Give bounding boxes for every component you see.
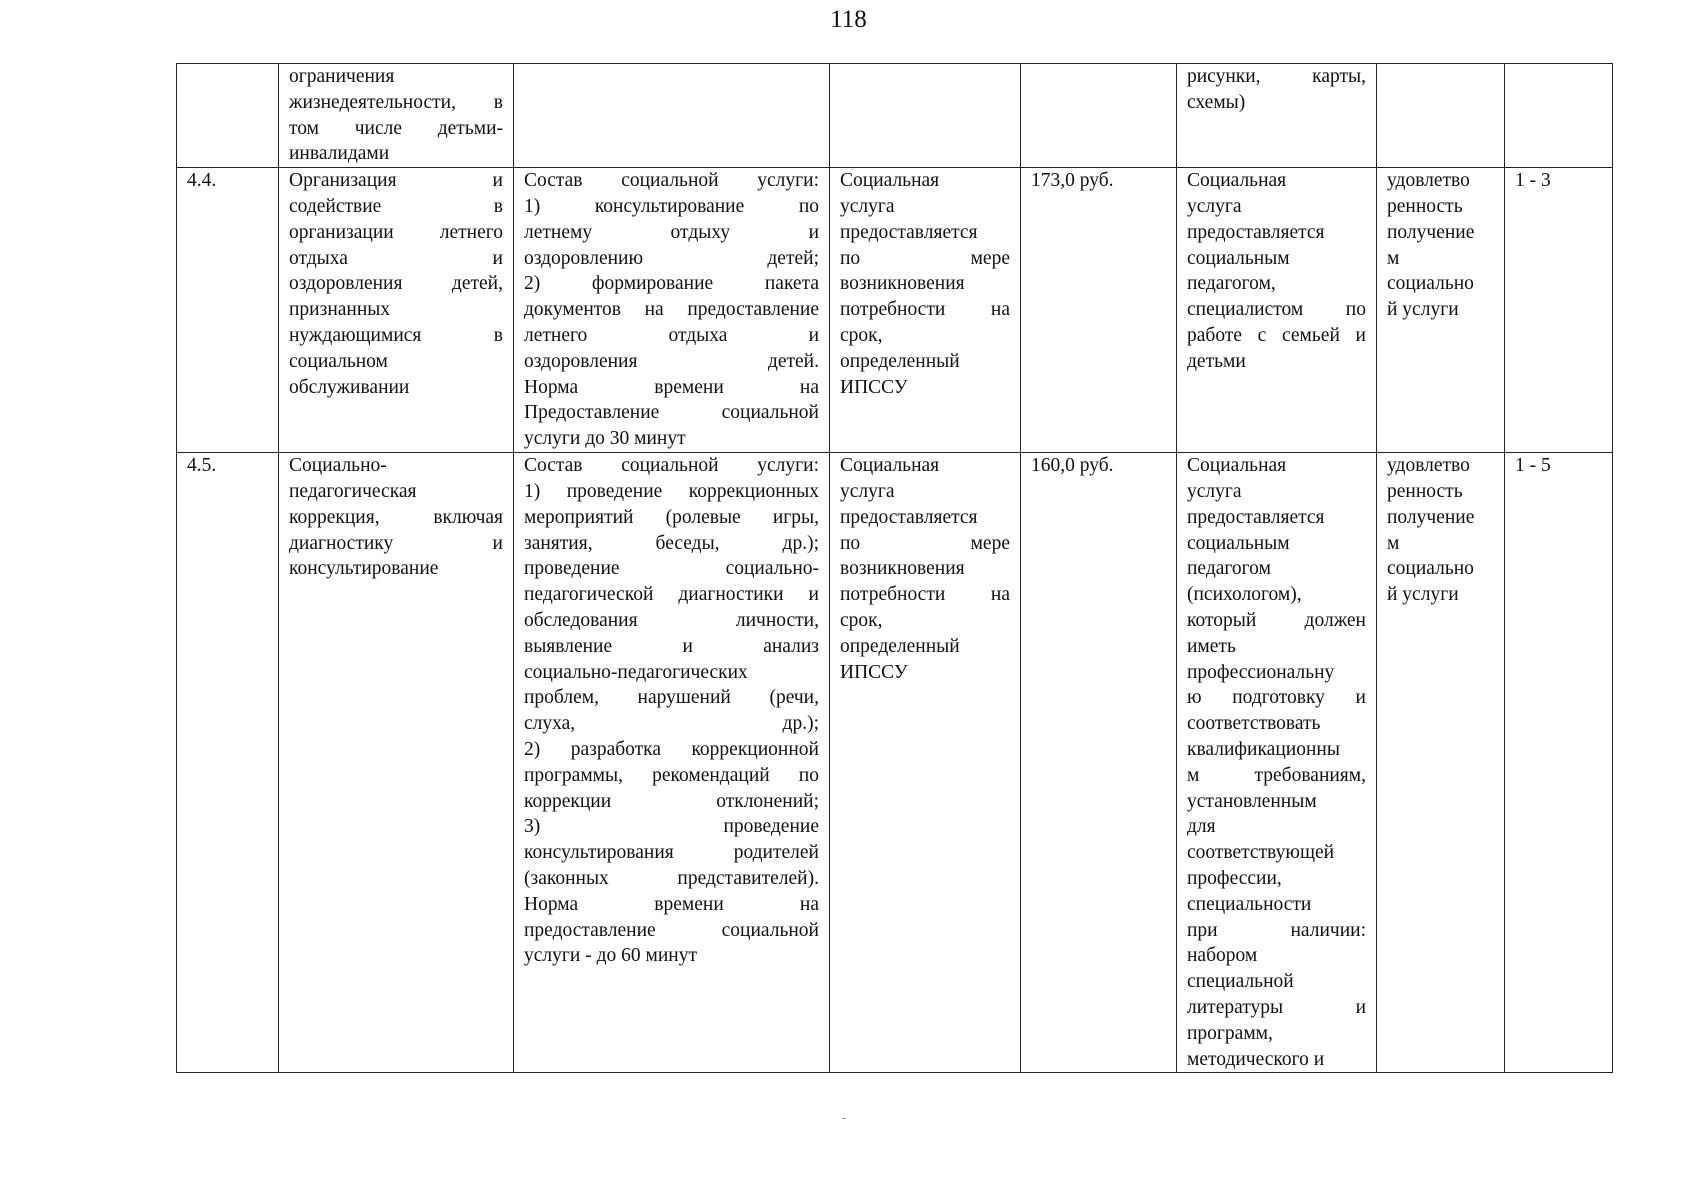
service-content-cell xyxy=(514,453,830,1073)
cell-line: Состав социальной услуги: xyxy=(524,170,819,192)
cell-line: обследования личности, xyxy=(524,609,819,631)
cell-line: специальной xyxy=(1187,971,1294,993)
cell-line: иметь xyxy=(1187,635,1236,657)
table-row xyxy=(177,453,1613,1073)
cell-line: ограничения xyxy=(289,66,395,87)
cell-line: предоставляется xyxy=(840,221,978,243)
cell-line: 2) формирование пакета xyxy=(524,273,819,295)
cell-line: слуха, др.); xyxy=(524,713,819,735)
cell-line: Норма времени на xyxy=(524,893,819,915)
cell-line: соответствующей xyxy=(1187,842,1335,864)
cell-line: который должен xyxy=(1187,609,1366,631)
cell-line: инвалидами xyxy=(289,143,390,165)
cell-line: Организация и xyxy=(289,170,503,192)
cell-line: возникновения xyxy=(840,558,965,580)
cell-line: жизнедеятельности, в xyxy=(289,91,503,113)
cell-line: том числе детьми- xyxy=(289,117,503,139)
service-price-cell xyxy=(1021,64,1177,168)
cell-line: проведение социально- xyxy=(524,558,819,580)
cell-line: получение xyxy=(1387,221,1475,243)
cell-line: оздоровления детей, xyxy=(289,273,503,295)
cell-text: 1 - 3 xyxy=(1515,170,1551,192)
cell-line: Социальная xyxy=(840,455,940,477)
cell-line: 1) консультирование по xyxy=(524,195,819,217)
cell-line: социально-педагогических xyxy=(524,661,748,683)
cell-line: коррекции отклонений; xyxy=(524,790,819,812)
cell-line: социальном xyxy=(289,350,388,372)
cell-line: социальным xyxy=(1187,247,1290,269)
cell-line: предоставляется xyxy=(840,506,978,528)
quality-indicators-cell xyxy=(1377,64,1505,168)
cell-line: 1) проведение коррекционных xyxy=(524,480,819,502)
cell-line: детьми xyxy=(1187,350,1246,372)
cell-line: (законных представителей). xyxy=(524,867,819,889)
cell-line: определенный xyxy=(840,635,960,657)
cell-line: педагогическая xyxy=(289,480,417,502)
cell-line: получение xyxy=(1387,506,1475,528)
cell-line: срок, xyxy=(840,609,883,631)
quality-indicators-cell xyxy=(1377,453,1505,1073)
cell-line: й услуги xyxy=(1387,299,1459,321)
cell-line: профессии, xyxy=(1187,867,1282,889)
scan-mark xyxy=(842,1118,846,1119)
cell-line: летнего отдыха и xyxy=(524,324,819,346)
cell-line: работе с семьей и xyxy=(1187,324,1366,346)
cell-line: Социальная xyxy=(840,170,940,192)
service-terms-cell xyxy=(830,453,1021,1073)
cell-line: ИПССУ xyxy=(840,376,908,398)
cell-line: проблем, нарушений (речи, xyxy=(524,687,819,709)
cell-line: организации летнего xyxy=(289,221,503,243)
cell-line: (психологом), xyxy=(1187,584,1302,606)
cell-line: предоставляется xyxy=(1187,506,1325,528)
service-content-cell xyxy=(514,168,830,453)
cell-line: определенный xyxy=(840,350,960,372)
quality-rating-cell xyxy=(1505,168,1613,453)
cell-line: услуга xyxy=(840,195,895,217)
cell-line: услуги - до 60 минут xyxy=(524,945,697,967)
service-price-cell xyxy=(1021,453,1177,1073)
service-conditions-cell xyxy=(1177,453,1377,1073)
cell-line: ренность xyxy=(1387,195,1463,217)
cell-line: профессиональну xyxy=(1187,661,1335,683)
cell-text: 173,0 руб. xyxy=(1031,170,1114,192)
service-terms-cell xyxy=(830,64,1021,168)
cell-line: социально xyxy=(1387,558,1474,580)
cell-line: занятия, беседы, др.); xyxy=(524,532,819,554)
cell-line: 3) проведение xyxy=(524,816,819,838)
cell-text: 160,0 руб. xyxy=(1031,455,1114,477)
table-row xyxy=(177,64,1613,168)
cell-line: м xyxy=(1387,532,1400,554)
cell-line: Социально- xyxy=(289,455,387,477)
service-name-cell xyxy=(279,453,514,1073)
cell-line: по мере xyxy=(840,532,1010,554)
cell-line: услуга xyxy=(1187,195,1242,217)
cell-line: соответствовать xyxy=(1187,713,1321,735)
cell-line: диагностику и xyxy=(289,532,503,554)
cell-line: удовлетво xyxy=(1387,455,1470,477)
cell-line: летнему отдыху и xyxy=(524,221,819,243)
cell-line: консультирование xyxy=(289,558,439,580)
page-number: 118 xyxy=(830,6,867,33)
cell-line: консультирования родителей xyxy=(524,842,819,864)
cell-line: педагогической диагностики и xyxy=(524,584,819,606)
cell-line: коррекция, включая xyxy=(289,506,503,528)
cell-line: при наличии: xyxy=(1187,919,1366,941)
cell-line: педагогом xyxy=(1187,558,1271,580)
cell-line: выявление и анализ xyxy=(524,635,819,657)
cell-line: услуга xyxy=(1187,480,1242,502)
cell-line: социальным xyxy=(1187,532,1290,554)
cell-line: методического и xyxy=(1187,1048,1325,1070)
service-number-cell xyxy=(177,168,279,453)
cell-line: Социальная xyxy=(1187,170,1287,192)
table-body xyxy=(177,64,1613,1073)
service-name-cell xyxy=(279,168,514,453)
cell-line: потребности на xyxy=(840,299,1010,321)
service-conditions-cell xyxy=(1177,168,1377,453)
table-row xyxy=(177,168,1613,453)
cell-line: предоставляется xyxy=(1187,221,1325,243)
quality-rating-cell xyxy=(1505,64,1613,168)
cell-text: 4.5. xyxy=(187,455,217,477)
cell-line: установленным xyxy=(1187,790,1317,812)
cell-line: Предоставление социальной xyxy=(524,402,819,424)
cell-line: схемы) xyxy=(1187,91,1246,113)
cell-line: набором xyxy=(1187,945,1258,967)
cell-line: м требованиям, xyxy=(1187,764,1366,786)
cell-line: специальности xyxy=(1187,893,1312,915)
cell-line: педагогом, xyxy=(1187,273,1276,295)
cell-line: обслуживании xyxy=(289,376,410,398)
services-table xyxy=(176,63,1613,1073)
cell-line: квалификационны xyxy=(1187,738,1340,760)
cell-line: услуга xyxy=(840,480,895,502)
cell-line: оздоровления детей. xyxy=(524,350,819,372)
cell-text: 1 - 5 xyxy=(1515,455,1551,477)
cell-line: содействие в xyxy=(289,195,503,217)
cell-line: м xyxy=(1387,247,1400,269)
cell-line: для xyxy=(1187,816,1216,838)
cell-line: социально xyxy=(1387,273,1474,295)
cell-line: программы, рекомендаций по xyxy=(524,764,819,786)
service-price-cell xyxy=(1021,168,1177,453)
cell-line: возникновения xyxy=(840,273,965,295)
cell-line: ИПССУ xyxy=(840,661,908,683)
cell-line: программ, xyxy=(1187,1022,1273,1044)
cell-line: срок, xyxy=(840,324,883,346)
cell-line: удовлетво xyxy=(1387,170,1470,192)
cell-line: й услуги xyxy=(1387,584,1459,606)
cell-text: 4.4. xyxy=(187,170,217,192)
cell-line: 2) разработка коррекционной xyxy=(524,738,819,760)
cell-line: нуждающимися в xyxy=(289,324,503,346)
service-number-cell xyxy=(177,64,279,168)
cell-line: мероприятий (ролевые игры, xyxy=(524,506,819,528)
cell-line: оздоровлению детей; xyxy=(524,247,819,269)
service-name-cell xyxy=(279,64,514,168)
cell-line: ю подготовку и xyxy=(1187,687,1366,709)
quality-indicators-cell xyxy=(1377,168,1505,453)
cell-line: литературы и xyxy=(1187,996,1366,1018)
cell-line: услуги до 30 минут xyxy=(524,428,686,450)
cell-line: потребности на xyxy=(840,584,1010,606)
cell-line: специалистом по xyxy=(1187,299,1366,321)
service-terms-cell xyxy=(830,168,1021,453)
cell-line: Социальная xyxy=(1187,455,1287,477)
cell-line: ренность xyxy=(1387,480,1463,502)
cell-line: отдыха и xyxy=(289,247,503,269)
service-number-cell xyxy=(177,453,279,1073)
cell-line: рисунки, карты, xyxy=(1187,66,1366,87)
cell-line: по мере xyxy=(840,247,1010,269)
cell-line: предоставление социальной xyxy=(524,919,819,941)
quality-rating-cell xyxy=(1505,453,1613,1073)
service-conditions-cell xyxy=(1177,64,1377,168)
service-content-cell xyxy=(514,64,830,168)
cell-line: документов на предоставление xyxy=(524,299,819,321)
cell-line: Норма времени на xyxy=(524,376,819,398)
cell-line: Состав социальной услуги: xyxy=(524,455,819,477)
cell-line: признанных xyxy=(289,299,391,321)
